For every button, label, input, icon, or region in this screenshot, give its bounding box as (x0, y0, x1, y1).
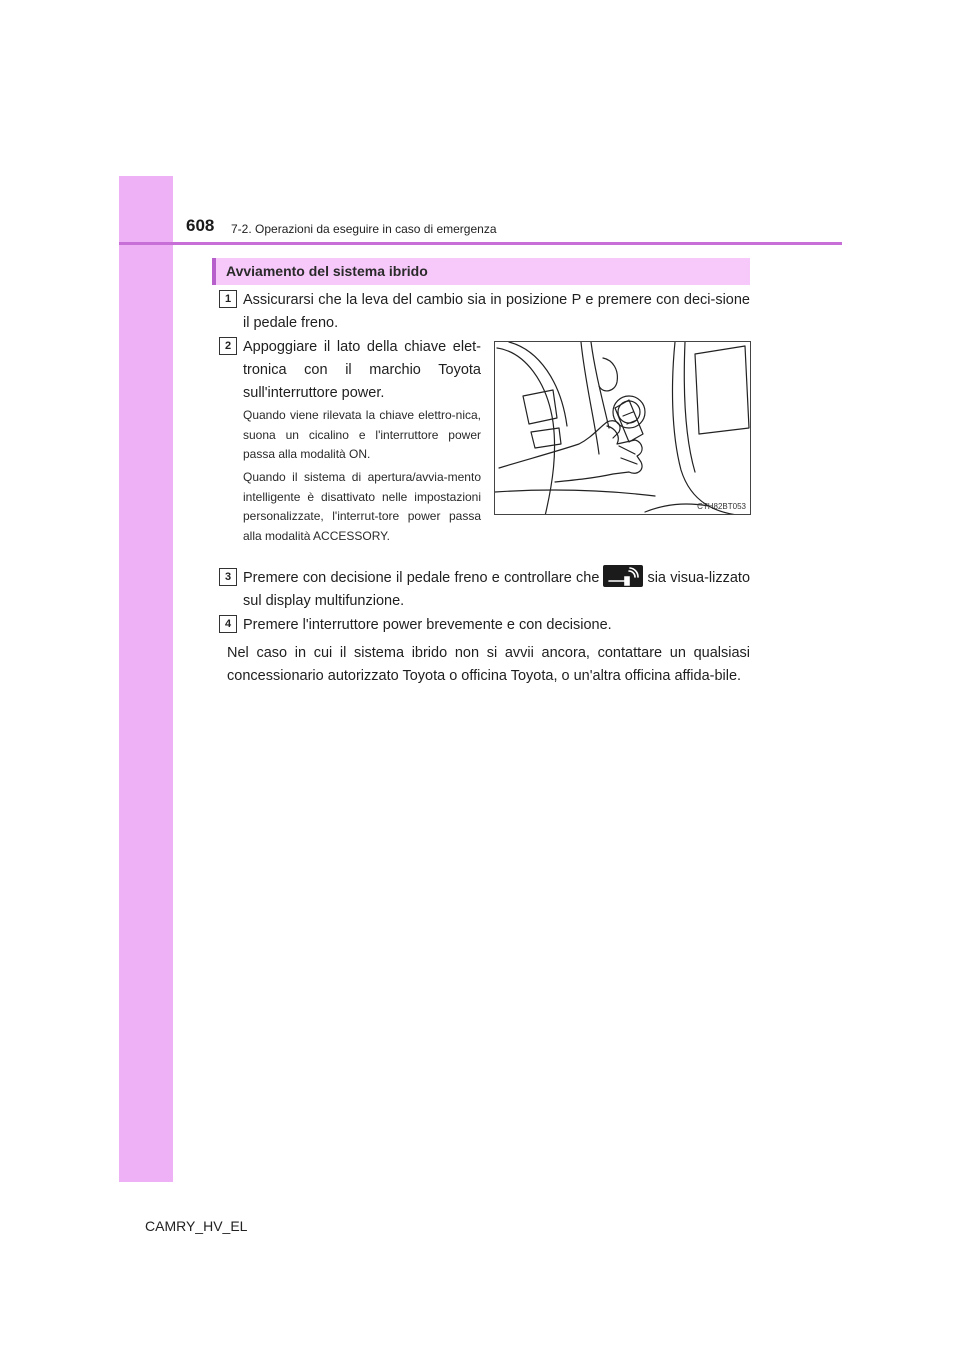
step-number-1: 1 (219, 290, 237, 308)
step-number-3: 3 (219, 568, 237, 586)
step-3-text-after: sia visua-lizzato sul display multifunzione. (243, 570, 751, 609)
section-title: Avviamento del sistema ibrido (226, 263, 428, 279)
step-3-text (243, 567, 750, 613)
step-number-2: 2 (219, 337, 237, 355)
key-indicator-icon (603, 565, 643, 587)
step-2-text: Appoggiare il lato della chiave elet-tronica con il marchio Toyota sull'interruttore power. (243, 339, 481, 401)
step-2-note-1: Quando viene rilevata la chiave elettro-nica, suona un cicalino e l'interruttore power passa alla modalità ON. (243, 408, 481, 461)
hand-holding-key-near-power-switch-illustration (495, 342, 751, 515)
closing-paragraph: Nel caso in cui il sistema ibrido non si avvii ancora, contattare un qualsiasi concessionario autorizzato Toyota o officina Toyota, o un'altra officina affida-bile. (227, 645, 750, 684)
figure-power-switch (494, 341, 751, 515)
chapter-title: 7-2. Operazioni da eseguire in caso di emergenza (231, 222, 497, 236)
step-4-text: Premere l'interruttore power brevemente e con decisione. (243, 617, 612, 633)
step-3-text-before: Premere con decisione il pedale freno e controllare che (243, 570, 600, 586)
footer-model-code: CAMRY_HV_EL (145, 1218, 248, 1234)
page-number: 608 (186, 216, 215, 235)
step-number-4: 4 (219, 615, 237, 633)
step-2-note-2: Quando il sistema di apertura/avvia-mento intelligente è disattivato nelle impostazioni personalizzate, l'interrut-tore power passa alla modalità ACCESSORY. (243, 470, 481, 543)
key-indicator-glyph (603, 565, 643, 587)
figure-code: CTH82BT053 (697, 502, 746, 511)
side-thumb-band (119, 176, 173, 1182)
section-heading (212, 258, 750, 285)
header-divider (119, 242, 842, 245)
step-1-text: Assicurarsi che la leva del cambio sia in posizione P e premere con deci-sione il pedale freno. (243, 292, 750, 331)
